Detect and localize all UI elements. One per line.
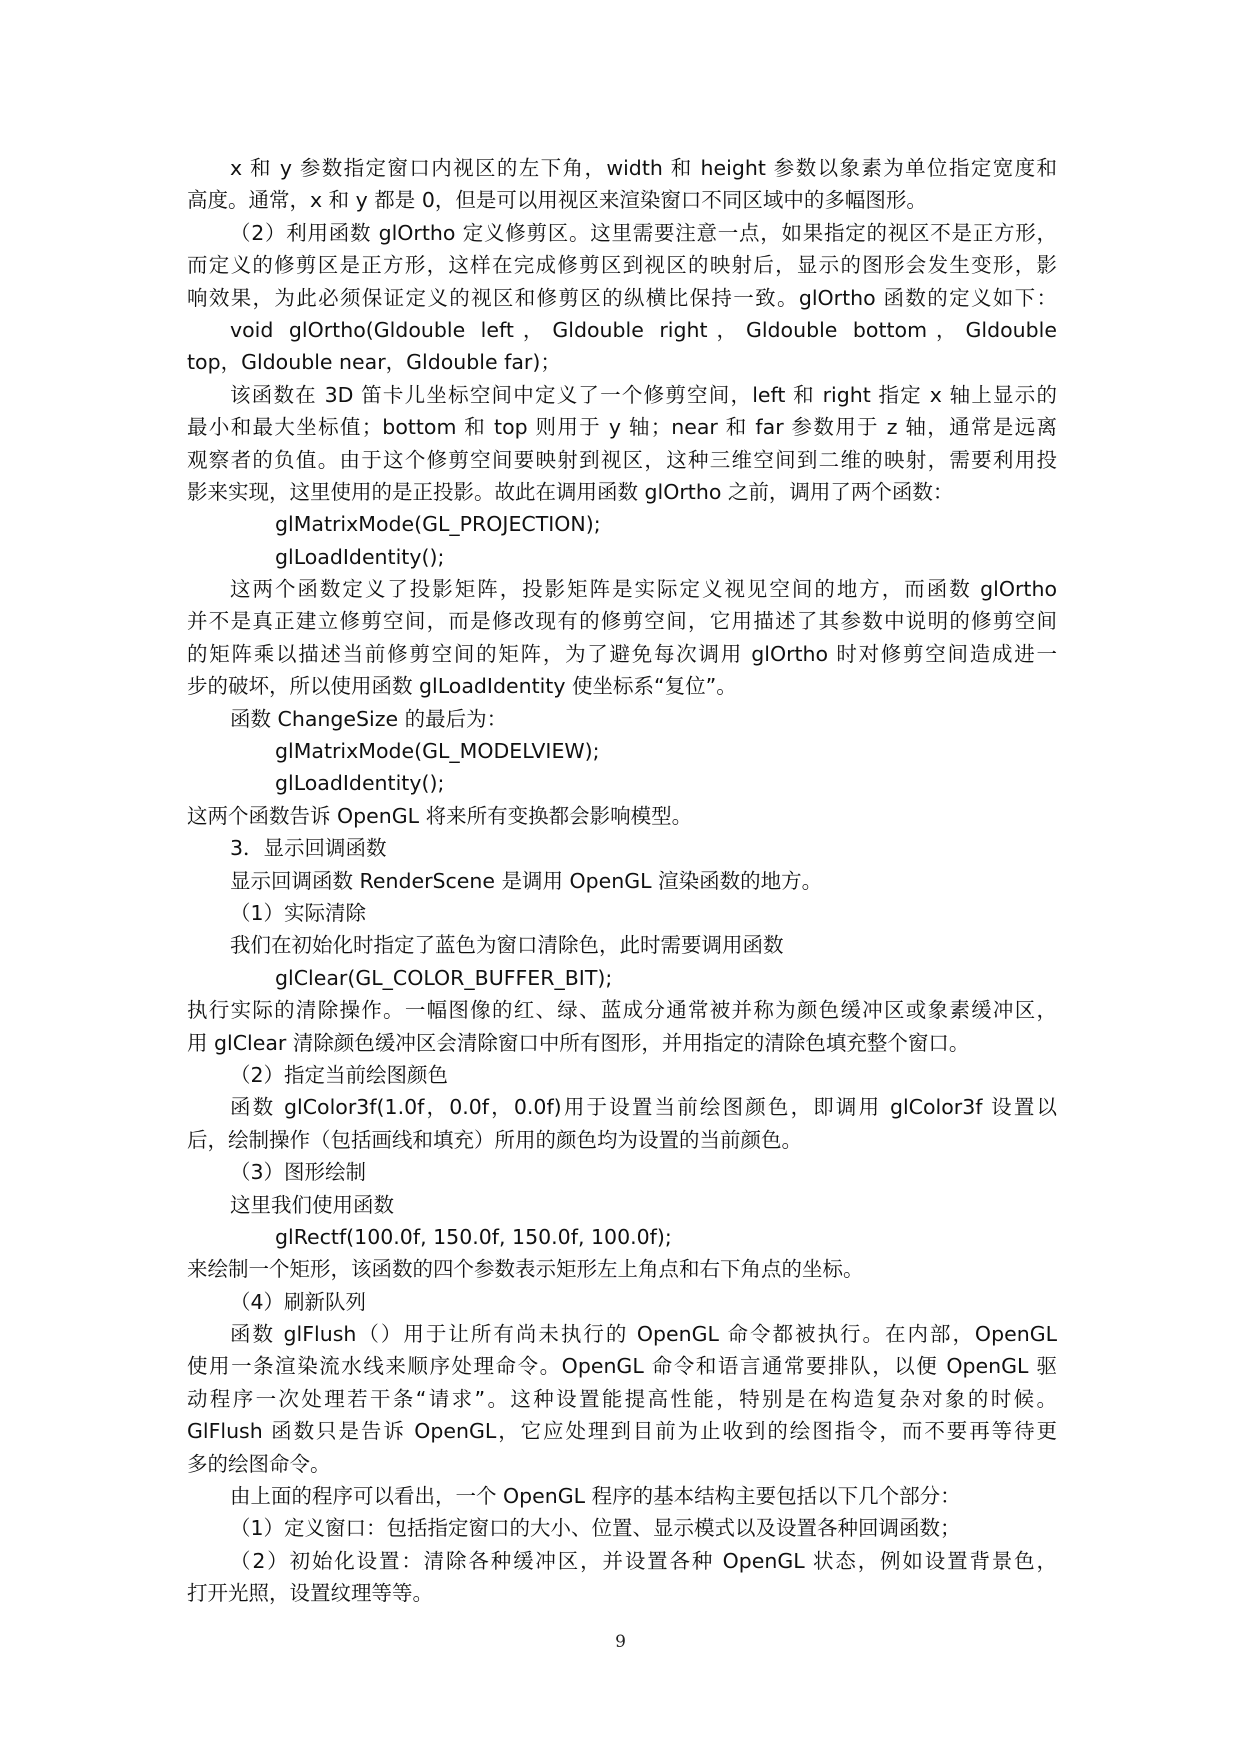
text-line: 的矩阵乘以描述当前修剪空间的矩阵，为了避免每次调用 glOrtho 时对修剪空间造成进一 (187, 641, 1057, 666)
text-line: （3）图形绘制 (230, 1160, 367, 1185)
text-line: 函数 glColor3f(1.0f，0.0f，0.0f)用于设置当前绘图颜色，即调用 glColor3f 设置以 (230, 1095, 1057, 1120)
text-line: 这两个函数告诉 OpenGL 将来所有变换都会影响模型。 (187, 803, 693, 828)
text-line: （2）初始化设置：清除各种缓冲区，并设置各种 OpenGL 状态，例如设置背景色， (230, 1548, 1057, 1573)
text-line: 多的绘图命令。 (187, 1451, 331, 1476)
text-line: x 和 y 参数指定窗口内视区的左下角，width 和 height 参数以象素为单位指定宽度和 (230, 156, 1057, 180)
text-line: 并不是真正建立修剪空间，而是修改现有的修剪空间，它用描述了其参数中说明的修剪空间 (187, 609, 1057, 634)
page-number: 9 (615, 1632, 626, 1652)
text-line: 由上面的程序可以看出，一个 OpenGL 程序的基本结构主要包括以下几个部分： (230, 1484, 961, 1509)
text-line: void glOrtho(Gldouble left，Gldouble right，Gldouble bottom，Gldouble (230, 317, 1057, 342)
text-line: 步的破坏，所以使用函数 glLoadIdentity 使坐标系“复位”。 (187, 674, 737, 699)
text-line: 我们在初始化时指定了蓝色为窗口清除色，此时需要调用函数 (230, 933, 784, 958)
text-line: 显示回调函数 RenderScene 是调用 OpenGL 渲染函数的地方。 (230, 868, 823, 893)
text-line: 打开光照，设置纹理等等。 (187, 1581, 433, 1606)
text-line: 后，绘制操作（包括画线和填充）所用的颜色均为设置的当前颜色。 (187, 1127, 802, 1152)
text-line: （1）定义窗口：包括指定窗口的大小、位置、显示模式以及设置各种回调函数； (230, 1516, 961, 1541)
text-line: 最小和最大坐标值；bottom 和 top 则用于 y 轴；near 和 far 参数用于 z 轴，通常是远离 (187, 415, 1057, 440)
text-line: （1）实际清除 (230, 900, 367, 925)
text-line: 影来实现，这里使用的是正投影。故此在调用函数 glOrtho 之前，调用了两个函数： (187, 479, 954, 504)
text-line: （4）刷新队列 (230, 1289, 367, 1314)
text-line: 观察者的负值。由于这个修剪空间要映射到视区，这种三维空间到二维的映射，需要利用投 (187, 447, 1057, 472)
text-line: 3．显示回调函数 (230, 836, 387, 861)
text-line: 函数 glFlush（）用于让所有尚未执行的 OpenGL 命令都被执行。在内部，OpenGL (230, 1322, 1057, 1347)
text-line: 来绘制一个矩形，该函数的四个参数表示矩形左上角点和右下角点的坐标。 (187, 1257, 864, 1282)
text-line: （2）利用函数 glOrtho 定义修剪区。这里需要注意一点，如果指定的视区不是正方形， (230, 220, 1057, 245)
text-line: 使用一条渲染流水线来顺序处理命令。OpenGL 命令和语言通常要排队，以便 OpenGL 驱 (187, 1354, 1057, 1379)
text-line: top，Gldouble near，Gldouble far)； (187, 350, 561, 375)
text-line: 而定义的修剪区是正方形，这样在完成修剪区到视区的映射后，显示的图形会发生变形，影 (187, 253, 1057, 278)
code-line: glLoadIdentity(); (275, 771, 445, 796)
text-line: 响效果，为此必须保证定义的视区和修剪区的纵横比保持一致。glOrtho 函数的定义如下： (187, 285, 1057, 310)
code-line: glRectf(100.0f, 150.0f, 150.0f, 100.0f); (275, 1224, 672, 1249)
text-line: 函数 ChangeSize 的最后为： (230, 706, 508, 731)
text-line: 用 glClear 清除颜色缓冲区会清除窗口中所有图形，并用指定的清除色填充整个窗口。 (187, 1030, 970, 1055)
text-line: 这里我们使用函数 (230, 1192, 394, 1217)
code-line: glMatrixMode(GL_PROJECTION); (275, 512, 601, 537)
document-body (187, 152, 1057, 1610)
code-line: glMatrixMode(GL_MODELVIEW); (275, 739, 600, 764)
text-line: 动程序一次处理若干条“请求”。这种设置能提高性能，特别是在构造复杂对象的时候。 (187, 1386, 1057, 1411)
text-line: 这两个函数定义了投影矩阵，投影矩阵是实际定义视见空间的地方，而函数 glOrtho (230, 577, 1057, 602)
code-line: glLoadIdentity(); (275, 544, 445, 569)
code-line: glClear(GL_COLOR_BUFFER_BIT); (275, 965, 613, 990)
text-line: 该函数在 3D 笛卡儿坐标空间中定义了一个修剪空间，left 和 right 指定 x 轴上显示的 (230, 382, 1057, 407)
text-line: 执行实际的清除操作。一幅图像的红、绿、蓝成分通常被并称为颜色缓冲区或象素缓冲区， (187, 998, 1057, 1023)
text-line: GlFlush 函数只是告诉 OpenGL，它应处理到目前为止收到的绘图指令，而不要再等待更 (187, 1419, 1057, 1444)
text-line: （2）指定当前绘图颜色 (230, 1062, 449, 1087)
text-line: 高度。通常，x 和 y 都是 0，但是可以用视区来渲染窗口不同区域中的多幅图形。 (187, 188, 927, 213)
